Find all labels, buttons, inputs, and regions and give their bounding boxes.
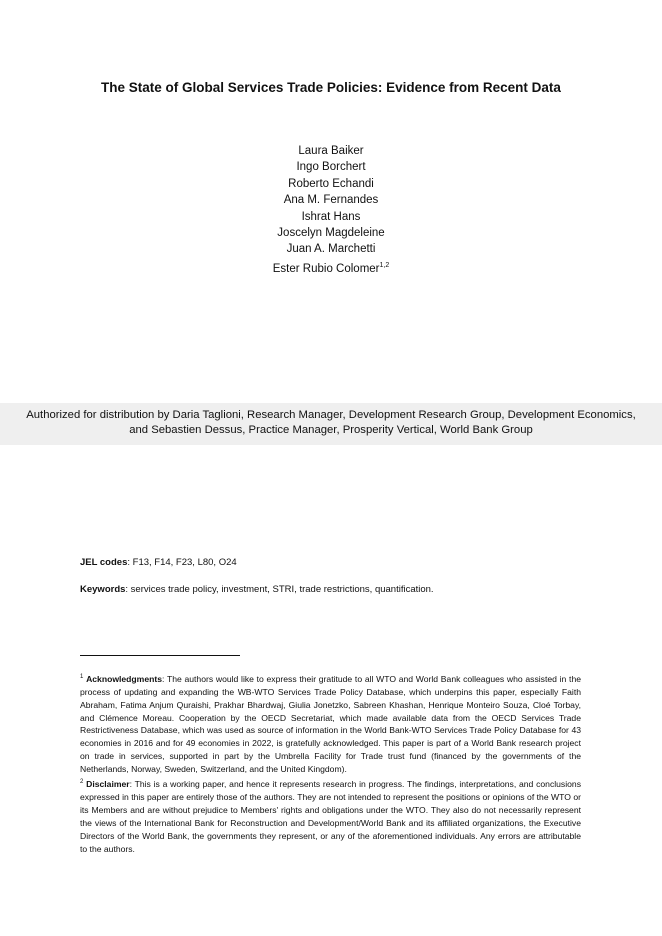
author-name: Juan A. Marchetti [286, 243, 376, 256]
keywords-label: Keywords [80, 584, 126, 595]
author-name-last [0, 258, 662, 277]
footnote-number: 2 [80, 779, 84, 786]
footnotes [80, 671, 581, 855]
author-name: Joscelyn Magdeleine [277, 227, 385, 240]
footnote-text: : This is a working paper, and hence it represents research in progress. The findings, interpretations, and conclusions expressed in this paper are entirely those of the authors. They are not intended to represent the positions or opinions of the WTO or its Members and are without prejudice to Members' rights and obligations under the WTO. They also do not necessarily represent the views of the International Bank for Reconstruction and Development/World Bank and its affiliated organizations, the Executive Directors of the World Bank, the governments they represent, or any of the aforementioned individuals. Any errors are attributable to the authors. [80, 778, 581, 854]
keywords [80, 584, 580, 595]
footnote-acknowledgments [80, 671, 581, 776]
paper-title: The State of Global Services Trade Policies: Evidence from Recent Data [101, 80, 561, 95]
footnote-separator [80, 655, 240, 656]
author-name: Ishrat Hans [301, 210, 361, 223]
jel-codes [80, 557, 580, 568]
distribution-banner [0, 403, 662, 445]
jel-label: JEL codes [80, 557, 128, 568]
footnote-heading: Disclaimer [86, 778, 130, 789]
footnote-heading: Acknowledgments [86, 673, 162, 684]
distribution-line: and Sebastien Dessus, Practice Manager, Prosperity Vertical, World Bank Group [129, 424, 533, 436]
author-name: Ingo Borchert [296, 161, 366, 174]
author-list [0, 143, 662, 277]
footnote-disclaimer [80, 776, 581, 855]
author-name: Ester Rubio Colomer [272, 262, 380, 275]
distribution-line: Authorized for distribution by Daria Taglioni, Research Manager, Development Research Group, Development Economics, [26, 409, 636, 421]
footnote-number: 1 [80, 674, 84, 680]
author-name: Ana M. Fernandes [283, 194, 379, 207]
distribution-text [14, 408, 648, 438]
author-name: Roberto Echandi [288, 177, 374, 190]
footnote-text: : The authors would like to express their gratitude to all WTO and World Bank colleagues who assisted in the process of updating and expanding the WB-WTO Services Trade Policy Database, which underpins this paper, especially Faith Abraham, Fatima Anjum Quraishi, Prakhar Bhardwaj, Giulia Jonetzko, Sabreen Khashan, Henrique Monteiro Souza, Cloé Torbay, and Clémence Moreau. Cooperation by the OECD Secretariat, which made available data from the OECD Services Trade Restrictiveness Database, which was used as source of information in the World Bank-WTO Services Trade Policy Database for 43 economies in 2016 and for 49 economies in 2022, is gratefully acknowledged. This paper is part of a World Bank research project on trade in services, supported in part by the Umbrella Facility for Trade trust fund (financed by the governments of the Netherlands, Norway, Sweden, Switzerland, and the United Kingdom). [80, 673, 581, 775]
footnote-marker: 1,2 [379, 261, 390, 269]
jel-value: : F13, F14, F23, L80, O24 [127, 557, 237, 568]
author-name: Laura Baiker [298, 145, 364, 157]
keywords-value: : services trade policy, investment, STRI, trade restrictions, quantification. [125, 584, 434, 595]
